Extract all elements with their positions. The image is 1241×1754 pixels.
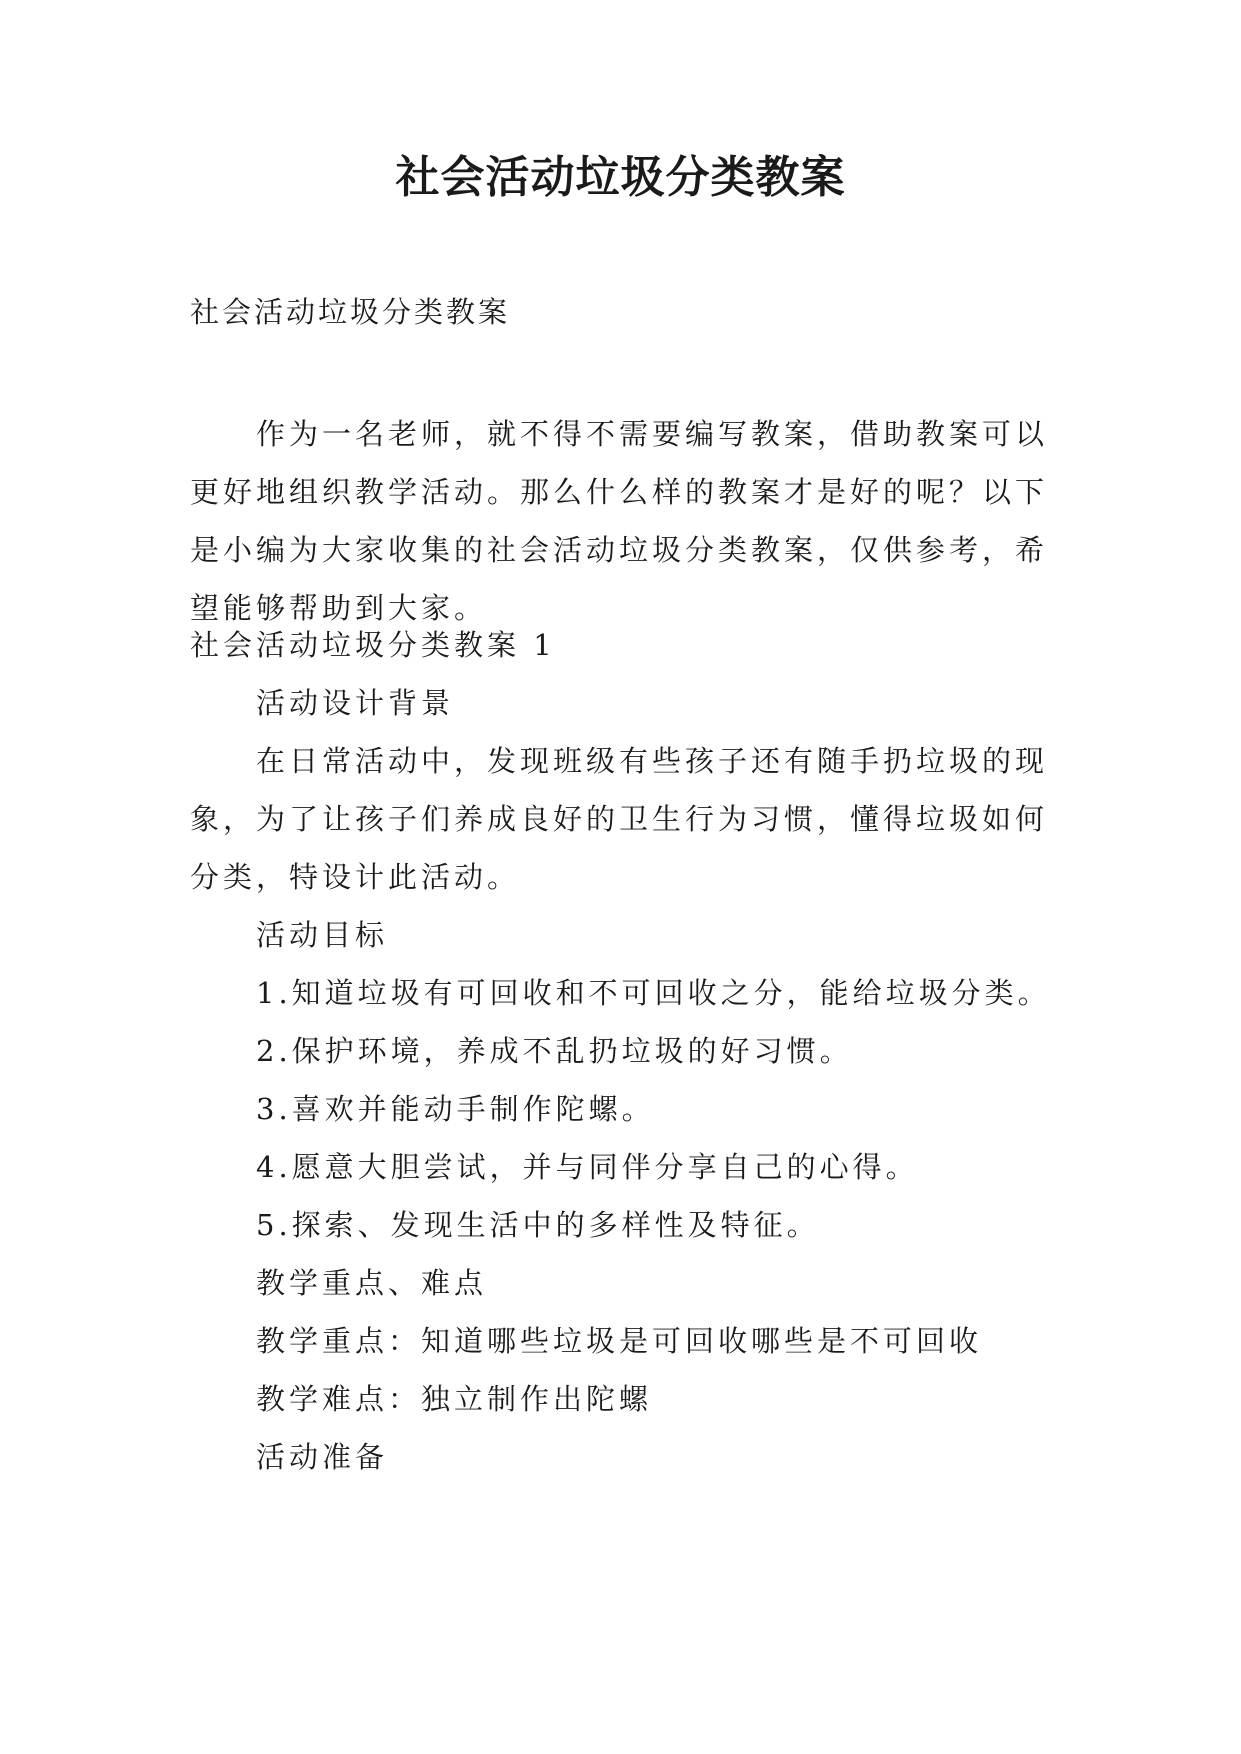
intro-line: 更好地组织教学活动。那么什么样的教案才是好的呢？以下: [190, 475, 1049, 509]
document-subtitle: 社会活动垃圾分类教案: [190, 295, 511, 329]
goal-item: 1.知道垃圾有可回收和不可回收之分，能给垃圾分类。: [256, 976, 1051, 1010]
goal-item: 4.愿意大胆尝试，并与同伴分享自己的心得。: [256, 1150, 919, 1184]
intro-line: 望能够帮助到大家。: [190, 591, 488, 625]
key-heading: 教学重点、难点: [256, 1266, 488, 1300]
background-line: 象，为了让孩子们养成良好的卫生行为习惯，懂得垃圾如何: [190, 802, 1049, 836]
intro-paragraph: [190, 405, 1050, 637]
goals-heading: 活动目标: [256, 918, 389, 952]
section-heading: 社会活动垃圾分类教案 1: [190, 628, 556, 662]
background-heading: 活动设计背景: [256, 686, 455, 720]
background-line: 分类，特设计此活动。: [190, 860, 521, 894]
goal-item: 2.保护环境，养成不乱扔垃圾的好习惯。: [256, 1034, 853, 1068]
section-1: [190, 628, 1090, 1486]
background-line: 在日常活动中，发现班级有些孩子还有随手扔垃圾的现: [256, 744, 1049, 778]
prep-heading: 活动准备: [256, 1440, 389, 1474]
intro-line: 作为一名老师，就不得不需要编写教案，借助教案可以: [256, 417, 1049, 451]
document-title: 社会活动垃圾分类教案: [395, 152, 846, 203]
intro-line: 是小编为大家收集的社会活动垃圾分类教案，仅供参考，希: [190, 533, 1049, 567]
key-point: 教学重点：知道哪些垃圾是可回收哪些是不可回收: [256, 1324, 983, 1358]
goal-item: 5.探索、发现生活中的多样性及特征。: [256, 1208, 820, 1242]
goal-item: 3.喜欢并能动手制作陀螺。: [256, 1092, 655, 1126]
difficult-point: 教学难点：独立制作出陀螺: [256, 1382, 653, 1416]
